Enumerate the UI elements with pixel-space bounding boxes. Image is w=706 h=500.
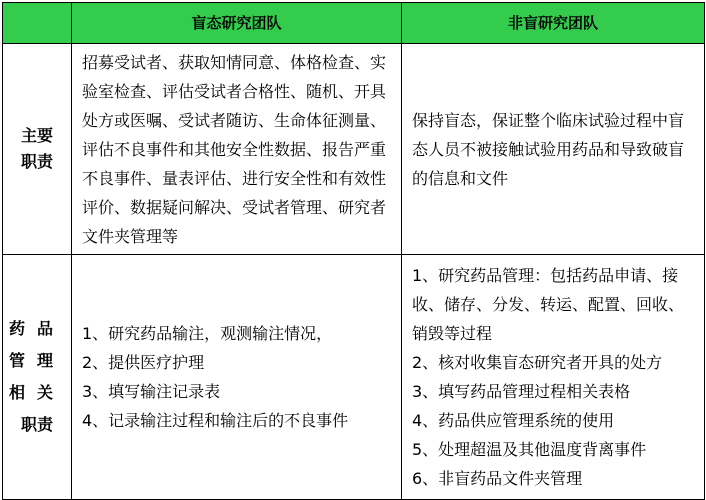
header-corner-cell [3,3,72,44]
list-item: 6、非盲药品文件夹管理 [412,469,583,488]
list-item: 1、研究药品输注，观测输注情况， [82,324,333,343]
cell-unblinded-main-duties: 保持盲态，保证整个临床试验过程中盲态人员不被接触试验用药品和导致破盲的信息和文件 [402,44,705,255]
responsibility-table [2,2,705,500]
cell-blinded-drug-duties [72,255,402,500]
header-row [3,3,705,44]
list-item: 2、提供医疗护理 [82,353,205,372]
row-label-line: 主要 [20,126,53,145]
row-label-drug-duties [3,255,72,500]
header-blinded-team: 盲态研究团队 [72,3,402,44]
row-label-line: 药品 [8,319,65,338]
cell-blinded-main-duties: 招募受试者、获取知情同意、体格检查、实验室检查、评估受试者合格性、随机、开具处方或医嘱、受试者随访、生命体征测量、评估不良事件和其他安全性数据、报告严重不良事件、量表评估、进行安全性和有效性评价、数据疑问解决、受试者管理、研究者文件夹管理等 [72,44,402,255]
row-label-line: 相关 [8,383,65,402]
row-label-line: 管理 [8,351,65,370]
row-label-line: 职责 [20,415,53,434]
list-item: 1、研究药品管理：包括药品申请、接收、储存、分发、转运、配置、回收、销毁等过程 [412,266,685,343]
list-item: 4、药品供应管理系统的使用 [412,411,615,430]
list-item: 3、填写药品管理过程相关表格 [412,382,631,401]
list-item: 5、处理超温及其他温度背离事件 [412,440,647,459]
table-row-drug-duties [3,255,705,500]
header-unblinded-team: 非盲研究团队 [402,3,705,44]
unblinded-item-list [412,261,696,493]
blinded-item-list [82,319,393,435]
row-label-line: 职责 [20,152,53,171]
list-item: 4、记录输注过程和输注后的不良事件 [82,411,349,430]
table-row-main-duties [3,44,705,255]
cell-unblinded-drug-duties [402,255,705,500]
list-item: 2、核对收集盲态研究者开具的处方 [412,353,663,372]
list-item: 3、填写输注记录表 [82,382,221,401]
row-label-main-duties [3,44,72,255]
